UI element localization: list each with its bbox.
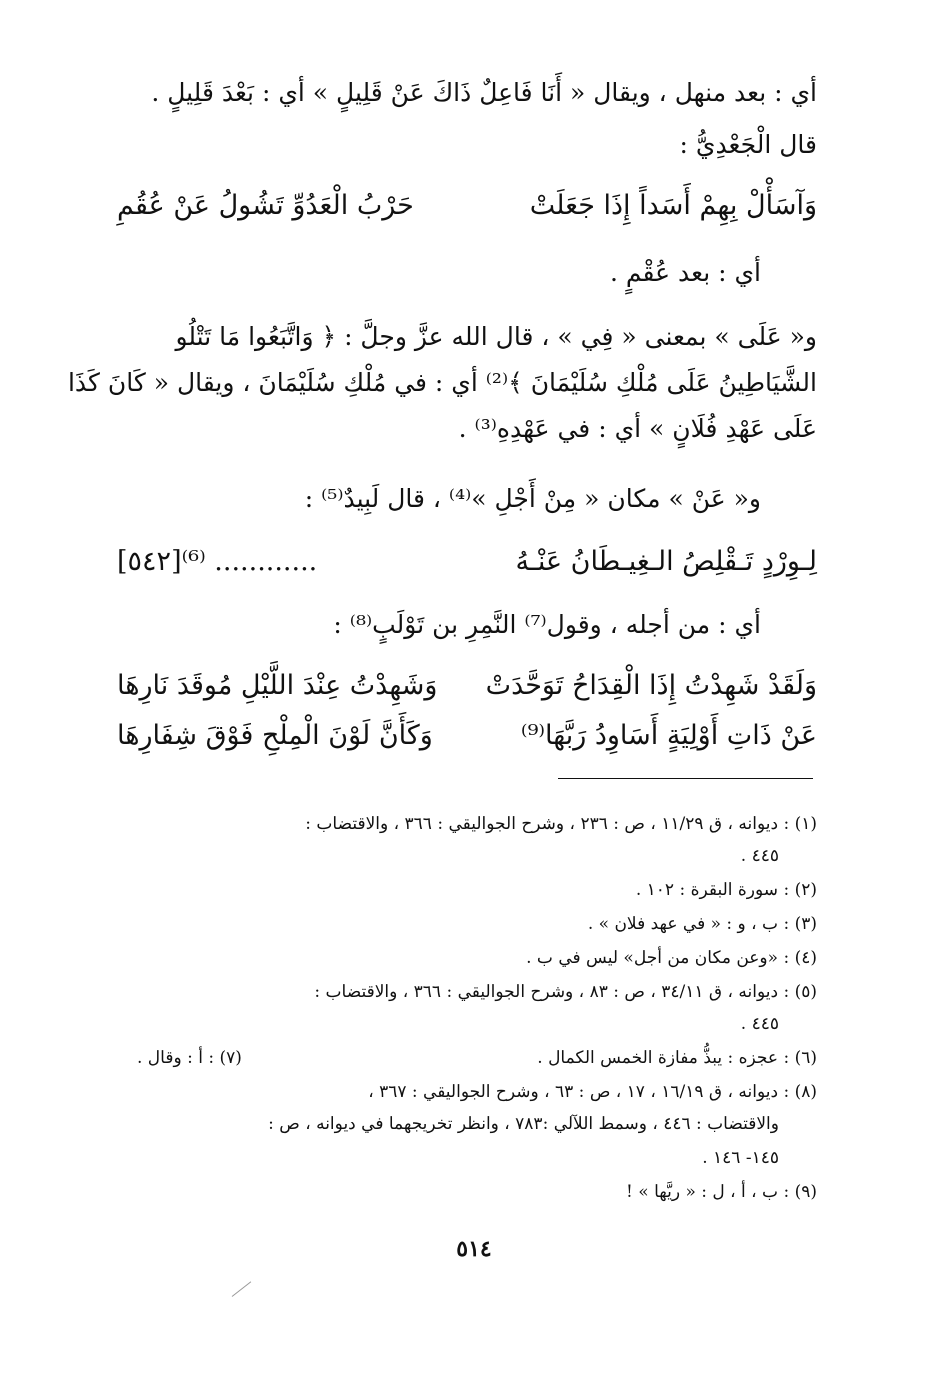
footnote-4: (٤) : «وعن مكان من أجل» ليس في ب . [526, 948, 817, 968]
verse-4-first-hemistich: عَنْ ذَاتِ أَوْلِيَةٍ أَسَاوِدُ رَبَّهَا⁽⁹⁾ [520, 720, 817, 751]
verse-3-first-hemistich: وَلَقَدْ شَهِدْتُ إِذَا الْقِدَاحُ تَوَحَّدَتْ [485, 670, 817, 701]
body-line-8: و« عَنْ » مكان « مِنْ أَجْلِ »⁽⁴⁾ ، قال لَبِيدٌ⁽⁵⁾ : [304, 484, 761, 513]
footnote-1: (١) : ديوانه ، ق ١١/٢٩ ، ص : ٢٣٦ ، وشرح الجواليقي : ٣٦٦ ، والاقتضاب : [305, 814, 817, 834]
footnote-8-continued-2: ١٤٥- ١٤٦ . [702, 1148, 779, 1168]
footnote-5: (٥) : ديوانه ، ق ٣٤/١١ ، ص : ٨٣ ، وشرح الجواليقي : ٣٦٦ ، والاقتضاب : [314, 982, 817, 1002]
footnote-5-continued: ٤٤٥ . [740, 1014, 779, 1034]
body-line-10: أي : من أجله ، وقول⁽⁷⁾ النَّمِرِ بن تَوْلَبٍ⁽⁸⁾ : [333, 610, 761, 639]
footnote-9: (٩) : ب ، أ ، ل : « ريَّها » ! [626, 1182, 817, 1202]
body-line-2: قال الْجَعْدِيُّ : [679, 130, 817, 159]
footnote-8-continued-1: والاقتضاب : ٤٤٦ ، وسمط اللآلي :٧٨٣ ، وانظر تخريجهما في ديوانه ، ص : [268, 1114, 779, 1134]
body-line-5: و« عَلَى » بمعنى « فِي » ، قال الله عزَّ وجلَّ : ﴿ وَاتَّبَعُوا مَا تَتْلُو [175, 322, 817, 351]
verse-4-second-hemistich: وَكَأَنَّ لَوْنَ الْمِلْحِ فَوْقَ شِفَارِهَا [117, 720, 433, 751]
scan-mark [232, 1281, 252, 1297]
verse-2-second-hemistich: ............ ⁽⁶⁾[٥٤٢] [117, 546, 318, 577]
page-number: ٥١٤ [456, 1236, 492, 1262]
footnote-2: (٢) : سورة البقرة : ١٠٢ . [635, 880, 817, 900]
verse-2 [117, 546, 817, 578]
footnote-7: (٧) : أ : وقال . [137, 1048, 242, 1068]
footnote-separator [558, 778, 813, 779]
footnote-6-7-row [117, 1048, 817, 1068]
body-line-4: أي : بعد عُقْمٍ . [609, 258, 761, 287]
verse-1-second-hemistich: حَرْبُ الْعَدُوِّ تَشُولُ عَنْ عُقُمِ [117, 190, 414, 221]
verse-3 [117, 670, 817, 702]
verse-3-second-hemistich: وَشَهِدْتُ عِنْدَ اللَّيْلِ مُوقَدَ نَارِهَا [117, 670, 438, 701]
verse-1 [117, 190, 817, 222]
footnote-3: (٣) : ب ، و : « في عهد فلان » . [587, 914, 817, 934]
body-line-1: أي : بعد منهل ، ويقال « أَنَا فَاعِلٌ ذَاكَ عَنْ قَلِيلٍ » أي : بَعْدَ قَلِيلٍ . [151, 78, 817, 107]
verse-2-first-hemistich: لِـوِرْدٍ تَـقْلِصُ الـغِيـطَانُ عَنْـهُ [515, 546, 817, 577]
footnote-6: (٦) : عجزه : يبذُّ مفازة الخمس الكمال . [537, 1048, 817, 1068]
verse-1-first-hemistich: وَآسَأْلْ بِهِمْ أَسَداً إِذَا جَعَلَتْ [529, 190, 817, 221]
verse-4 [117, 720, 817, 752]
body-line-6: الشَّيَاطِينُ عَلَى مُلْكِ سُلَيْمَانَ ﴾⁽²⁾ أي : في مُلْكِ سُلَيْمَانَ ، ويقال « كَانَ كَذَا [67, 368, 817, 397]
body-line-7: عَلَى عَهْدِ فُلَانٍ » أي : في عَهْدِهِ⁽³⁾ . [458, 414, 817, 443]
footnote-8: (٨) : ديوانه ، ق ١٦/١٩ ، ١٧ ، ص : ٦٣ ، وشرح الجواليقي : ٣٦٧ ، [368, 1082, 817, 1102]
footnote-1-continued: ٤٤٥ . [740, 846, 779, 866]
